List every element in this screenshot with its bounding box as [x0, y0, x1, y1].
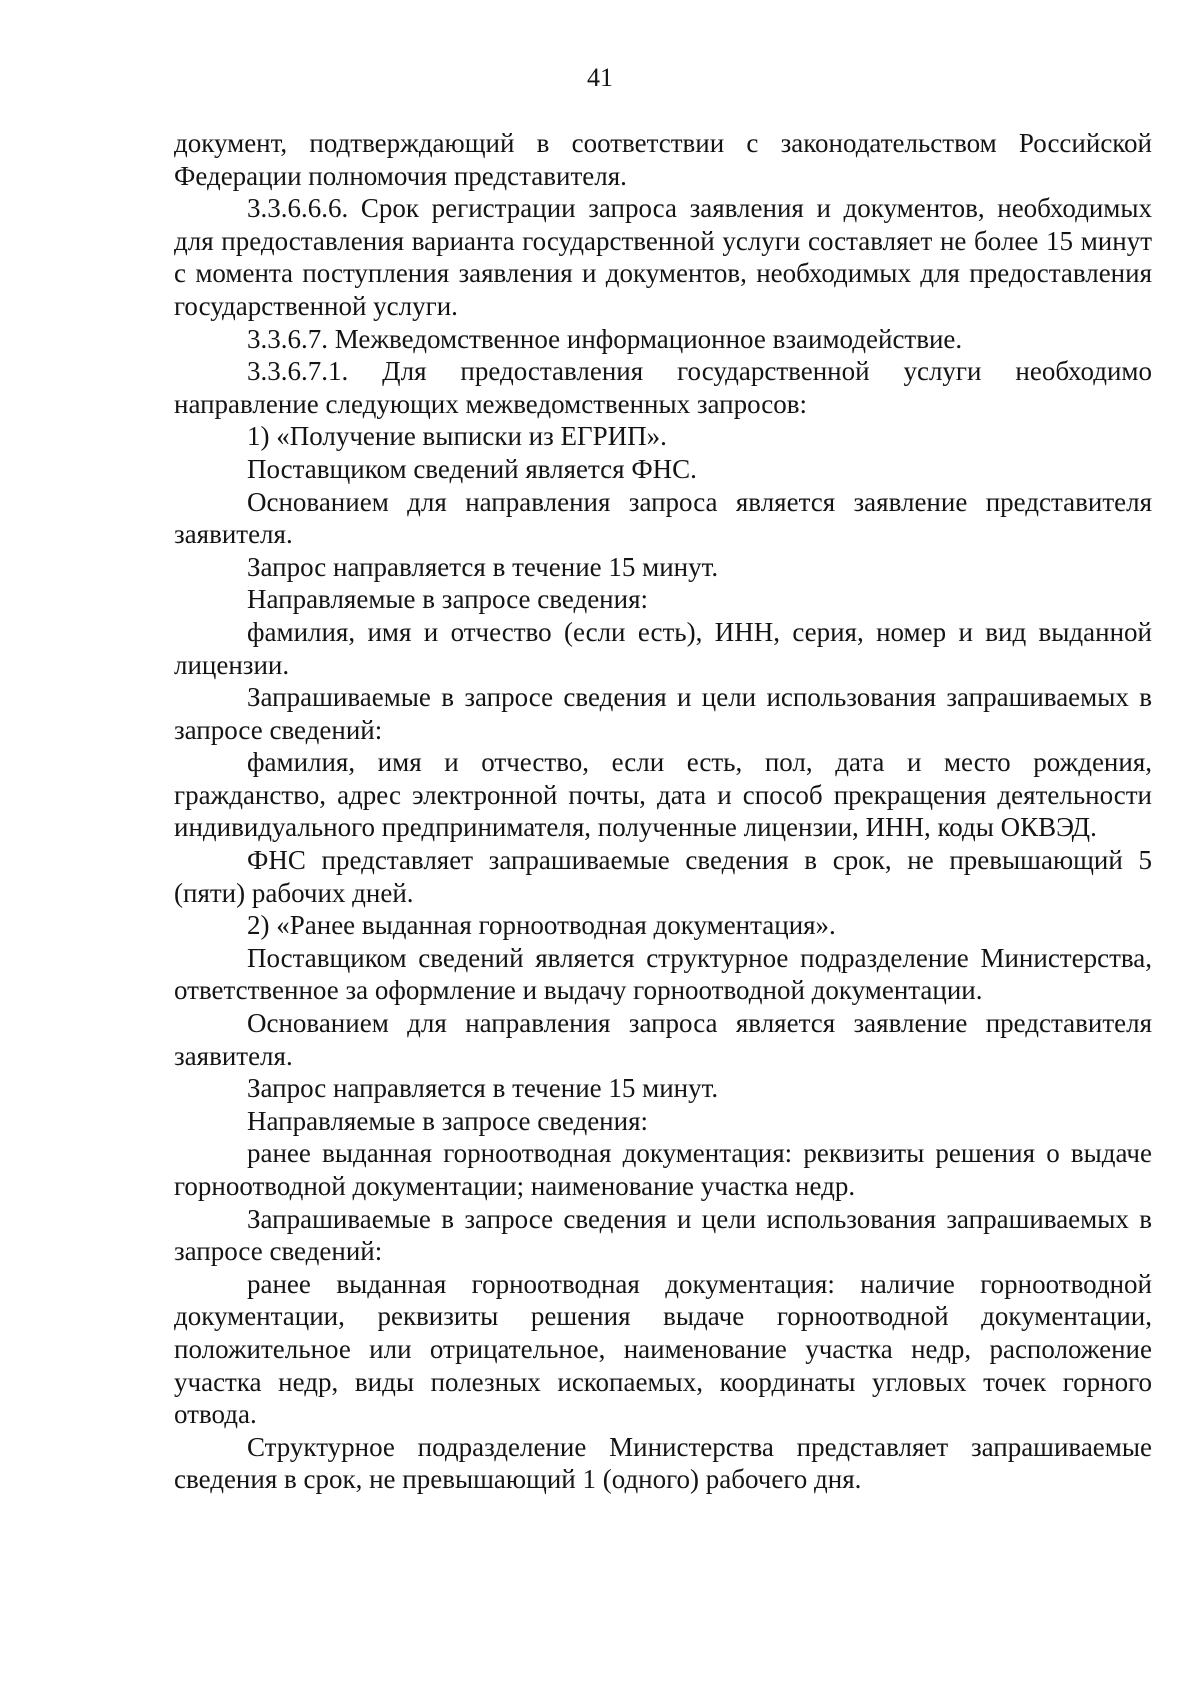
paragraph-request-1-timing: Запрос направляется в течение 15 минут. — [247, 551, 719, 582]
paragraph-request-2-title: 2) «Ранее выданная горноотводная документация». — [247, 910, 836, 941]
paragraph-request-2-deadline: Структурное подразделение Министерства представляет запрашиваемые сведения в срок, не превышающий 1 (одного) рабочего дня. — [174, 1431, 1152, 1495]
paragraph-request-1-deadline: ФНС представляет запрашиваемые сведения в срок, не превышающий 5 (пяти) рабочих дней. — [174, 845, 1152, 908]
page-number: 41 — [587, 63, 613, 92]
paragraph-3-3-6-6-6: 3.3.6.6.6. Срок регистрации запроса заявления и документов, необходимых для предоставления варианта государственной услуги составляет не более 15 минут с момента поступления заявления и документов, необходимых для предоставления государственной услуги. — [174, 193, 1152, 321]
paragraph-request-1-sent-data: фамилия, имя и отчество (если есть), ИНН, серия, номер и вид выданной лицензии. — [174, 616, 1152, 680]
paragraph-request-1-title: 1) «Получение выписки из ЕГРИП». — [247, 421, 667, 452]
paragraph-request-2-provider: Поставщиком сведений является структурное подразделение Министерства, ответственное за оформление и выдачу горноотводной документации. — [174, 942, 1152, 1006]
paragraph-request-2-sent-heading: Направляемые в запросе сведения: — [247, 1105, 648, 1136]
paragraph-3-3-6-7: 3.3.6.7. Межведомственное информационное взаимодействие. — [247, 323, 963, 354]
paragraph-request-2-basis: Основанием для направления запроса является заявление представителя заявителя. — [174, 1008, 1152, 1071]
paragraph-request-1-provider: Поставщиком сведений является ФНС. — [247, 453, 697, 484]
paragraph-request-1-requested-heading: Запрашиваемые в запросе сведения и цели использования запрашиваемых в запросе сведений: — [174, 682, 1152, 745]
paragraph-request-2-requested-heading: Запрашиваемые в запросе сведения и цели использования запрашиваемых в запросе сведений: — [174, 1203, 1152, 1267]
document-body — [174, 127, 1152, 1496]
paragraph-request-1-sent-heading: Направляемые в запросе сведения: — [247, 584, 648, 615]
paragraph-request-2-sent-data: ранее выданная горноотводная документация: реквизиты решения о выдаче горноотводной документации; наименование участка недр. — [174, 1138, 1152, 1201]
paragraph-request-1-basis: Основанием для направления запроса является заявление представителя заявителя. — [174, 486, 1152, 550]
paragraph-request-1-requested-data: фамилия, имя и отчество, если есть, пол, дата и место рождения, гражданство, адрес электронной почты, дата и способ прекращения деятельности индивидуального предпринимателя, полученные лицензии, ИНН, коды ОКВЭД. — [174, 747, 1152, 843]
paragraph-request-2-requested-data: ранее выданная горноотводная документация: наличие горноотводной документации, реквизиты решения выдаче горноотводной документации, положительное или отрицательное, наименование участка недр, расположение участка недр, виды полезных ископаемых, координаты угловых точек горного отвода. — [174, 1268, 1152, 1430]
paragraph-3-3-6-7-1: 3.3.6.7.1. Для предоставления государственной услуги необходимо направление следующих межведомственных запросов: — [174, 356, 1152, 419]
paragraph-request-2-timing: Запрос направляется в течение 15 минут. — [247, 1073, 719, 1104]
paragraph-continuation: документ, подтверждающий в соответствии с законодательством Российской Федерации полномочия представителя. — [174, 128, 1152, 191]
